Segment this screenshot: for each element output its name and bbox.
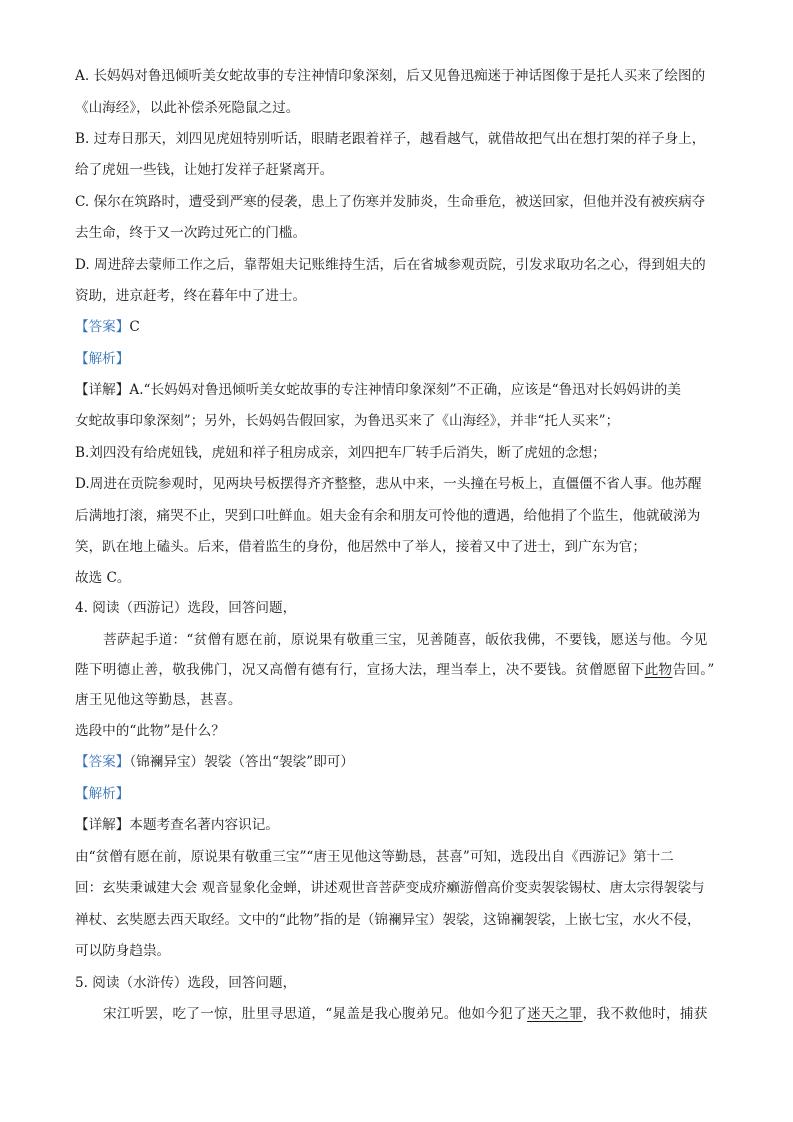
option-b-line2: 给了虎妞一些钱，让她打发祥子赶紧离开。	[75, 162, 334, 178]
option-c-line2: 去生命，终于又一次跨过死亡的门槛。	[75, 225, 307, 241]
q4-answer	[75, 752, 354, 772]
detail-text: A.“长妈妈对鲁迅倾听美女蛇故事的专注神情印象深刻”不正确，应该是“鲁迅对长妈妈讲的美	[129, 382, 681, 398]
q3-detail-line7: 故选 C。	[75, 570, 131, 586]
q3-analysis-tag: 【解析】	[75, 351, 130, 367]
answer-text: （锦襕异宝）袈裟（答出“袈裟”即可）	[129, 754, 354, 770]
option-c-line1: C. 保尔在筑路时，遭受到严寒的侵袭，患上了伤寒并发肺炎，生命垂危，被送回家，但他并没有被疾病夺	[75, 194, 706, 210]
q3-detail-line2: 女蛇故事印象深刻”；另外，长妈妈告假回家，为鲁迅买来了《山海经》，并非“托人买来”；	[75, 413, 620, 429]
answer-text: C	[129, 319, 140, 335]
underlined-phrase: 迷天之罪	[527, 1006, 583, 1022]
q5-title: 5. 阅读（水浒传）选段，回答问题，	[75, 975, 297, 991]
q4-analysis-tag: 【解析】	[75, 786, 130, 802]
option-a-line2: 《山海经》，以此补偿杀死隐鼠之过。	[75, 100, 300, 116]
detail-text: 本题考查名著内容识记。	[129, 817, 279, 833]
q4-detail-line5: 可以防身趋祟。	[75, 943, 171, 959]
q4-passage-line2	[75, 660, 715, 680]
q4-detail-line4: 禅杖、玄奘愿去西天取经。文中的“此物”指的是（锦襕异宝）袈裟，这锦襕袈裟，上嵌七宝，水火不侵，	[75, 912, 701, 928]
q3-detail-line5: 后满地打滚，痛哭不止，哭到口吐鲜血。姐夫金有余和朋友可怜他的遭遇，给他捐了个监生，他就破涕为	[75, 508, 701, 524]
q4-title: 4. 阅读（西游记）选段，回答问题，	[75, 600, 297, 616]
q4-passage-line3: 唐王见他这等勤恳，甚喜。	[75, 692, 242, 708]
q3-detail-line3: B.刘四没有给虎妞钱，虎妞和祥子租房成亲，刘四把车厂转手后消失，断了虎妞的念想；	[75, 445, 606, 461]
q4-detail-line2: 由“贫僧有愿在前，原说果有敬重三宝”“唐王见他这等勤恳，甚喜”可知，选段出自《西游记》第十二	[75, 849, 674, 865]
q3-detail-line4: D.周进在贡院参观时，见两块号板摆得齐齐整整，悲从中来，一头撞在号板上，直僵僵不省人事。他苏醒	[75, 476, 702, 492]
q4-detail-line3: 回：玄奘秉诚建大会 观音显象化金蝉，讲述观世音菩萨变成疥癞游僧高价变卖袈裟锡杖、唐太宗得袈裟与	[75, 880, 705, 896]
underlined-phrase: 此物	[644, 662, 673, 678]
detail-tag: 【详解】	[75, 382, 130, 398]
option-d-line1: D. 周进辞去蒙师工作之后，靠帮姐夫记账维持生活，后在省城参观贡院，引发求取功名之心，得到姐夫的	[75, 257, 706, 273]
passage-text: 宋江听罢，吃了一惊，肚里寻思道，“晁盖是我心腹弟兄。他如今犯了	[103, 1006, 528, 1022]
answer-tag: 【答案】	[75, 754, 130, 770]
q3-detail-line6: 笑，趴在地上磕头。后来，借着监生的身份，他居然中了举人，接着又中了进士，到广东为官；	[75, 539, 646, 555]
q4-detail-line1	[75, 815, 279, 835]
q3-detail-line1	[75, 380, 681, 400]
q5-passage-line1	[103, 1004, 708, 1024]
answer-tag: 【答案】	[75, 319, 130, 335]
q3-answer	[75, 317, 140, 337]
option-d-line2: 资助，进京赶考，终在暮年中了进士。	[75, 288, 307, 304]
detail-tag: 【详解】	[75, 817, 130, 833]
option-b-line1: B. 过寿日那天，刘四见虎妞特别听话，眼睛老跟着祥子，越看越气，就借故把气出在想打架的祥子身上，	[75, 131, 706, 147]
q4-question: 选段中的“此物”是什么？	[75, 723, 225, 739]
passage-text: 陛下明德止善，敬我佛门，况又高僧有德有行，宣扬大法，理当奉上，决不要钱。贫僧愿留下	[75, 662, 645, 678]
q4-passage-line1: 菩萨起手道：“贫僧有愿在前，原说果有敬重三宝，见善随喜，皈依我佛，不要钱，愿送与他。今见	[103, 632, 708, 648]
option-a-line1: A. 长妈妈对鲁迅倾听美女蛇故事的专注神情印象深刻，后又见鲁迅痴迷于神话图像于是托人买来了绘图的	[75, 68, 706, 84]
passage-text: 告回。”	[672, 662, 715, 678]
passage-text: ，我不救他时，捕获	[582, 1006, 708, 1022]
